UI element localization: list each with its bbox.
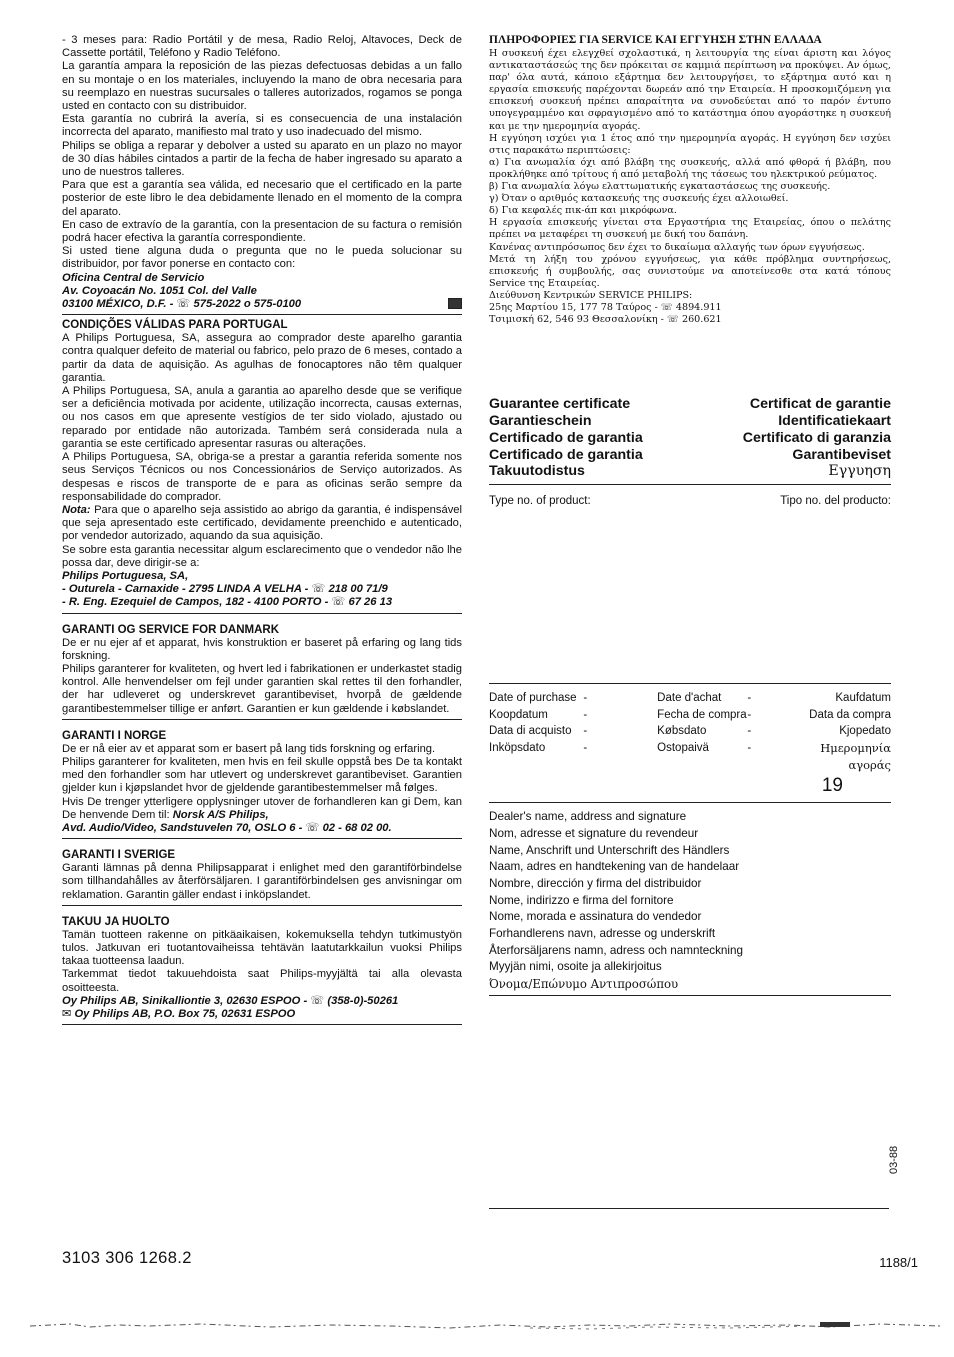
paragraph: Se sobre esta garantia necessitar algum esclarecimento que o vendedor não lhe possa dar, deve dirigir-se a:	[62, 543, 462, 569]
dealer-label: Nom, adresse et signature du revendeur	[489, 826, 699, 840]
date-label: Fecha de compra	[657, 708, 747, 721]
side-code: 03-88	[888, 1145, 900, 1174]
danmark-section	[62, 624, 462, 720]
certificate-title: Certificado de garantia	[489, 429, 643, 446]
purchase-date-field[interactable]	[489, 690, 891, 773]
paragraph: Garanti lämnas på denna Philipsapparat i enlighet med den garantiförbindelse som tillhandahålles av återförsäljaren. I garantiförbindelsen ges anvisningar om reklamation. Garantin gäller endast i inköpslandet.	[62, 862, 462, 901]
paragraph: A Philips Portuguesa, SA, obriga-se a prestar a garantia referida somente nos seus Serviços Técnicos ou nos Concessionários de Serviço autorizados. As despesas e riscos de transporte de e para as oficinas serão sempre da responsabilidade do comprador.	[62, 451, 462, 503]
certificate-title: Guarantee certificate	[489, 396, 631, 413]
paragraph: Η συσκευή έχει ελεγχθεί σχολαστικά, η λειτουργία της είναι άριστη και λόγος αντικαταστάσεώς της δεν πρόκειται σε καμμιά περίπτωση να προκύψει. Αν όμως, παρ' όλα αυτά, κάποιο εξάρτημα δεν λειτουργήσει, το εξάρτημα αυτό και η εργασία επισκευής παρέχονται δωρεάν από την Εταιρεία. Η προσκομιζόμενη για επισκευή συσκευή πρέπει απαραίτητα να συνοδεύεται από το παρόν έντυπο υπογεγραμμένο και σφραγισμένο από το κατάστημα όπου αγοράστηκε η συσκευή και με την ημερομηνία αγοράς.	[489, 48, 891, 132]
address-line: - R. Eng. Ezequiel de Campos, 182 - 4100 PORTO - ☏ 67 26 13	[62, 596, 393, 609]
dealer-label: Forhandlerens navn, adresse og underskrift	[489, 927, 716, 941]
section-heading: TAKUU JA HUOLTO	[62, 915, 170, 928]
paragraph	[62, 796, 462, 822]
divider	[62, 719, 462, 720]
address-line: Oficina Central de Servicio	[62, 271, 205, 284]
separator: -	[747, 725, 752, 738]
divider	[62, 1024, 462, 1025]
paragraph: Κανένας αντιπρόσωπος δεν έχει το δικαίωμα αλλαγής των όρων εγγυήσεως.	[489, 241, 865, 253]
separator: -	[583, 708, 588, 721]
dealer-label: Όνομα/Επώνυμο Αντιπροσώπου	[489, 976, 891, 996]
product-type-field[interactable]	[489, 495, 891, 507]
separator: -	[747, 741, 752, 754]
signature-line[interactable]	[489, 1208, 889, 1209]
paragraph: Philips garanterer for kvaliteten, men hvis en feil skulle oppstå bes De ta kontakt med den forhandler som har utlevert og underskrevet garantibeviset. Garantien gjelder kun i kjøpslandet hvor de gjeldende garantibestemmelser må følges.	[62, 755, 462, 795]
left-column	[62, 34, 462, 1025]
product-type-blank[interactable]	[489, 507, 891, 684]
scan-edge-artifact	[30, 1316, 940, 1336]
section-heading: CONDIÇÕES VÁLIDAS PARA PORTUGAL	[62, 319, 288, 332]
paragraph: A Philips Portuguesa, SA, anula a garantia ao aparelho desde que se verifique ser a deficiência motivada por acidente, utilização incorrecta, causas externas, ou nos casos em que apresente vestígios de ter sido violado, ajustado ou reparado por entidade não autorizada. Também será considerada nula a garantia se este certificado apresentar rasuras ou alterações.	[62, 385, 462, 450]
divider	[62, 314, 462, 315]
portugal-section	[62, 319, 462, 613]
date-label: Inköpsdato	[489, 741, 546, 754]
paragraph-text: Hvis De trenger ytterligere opplysninger utover de forhandleren kan gi Dem, kan De henvende Dem til:	[62, 795, 462, 821]
paragraph: - 3 meses para: Radio Portátil y de mesa, Radio Reloj, Altavoces, Deck de Cassette portátil, Teléfono y Radio Teléfono.	[62, 34, 462, 60]
norge-section	[62, 730, 462, 839]
certificate-title: Certificato di garanzia	[742, 429, 891, 446]
contact-name: Norsk A/S Philips,	[169, 808, 269, 821]
product-type-label-es: Tipo no. del producto:	[780, 495, 891, 508]
paragraph: Esta garantía no cubrirá la avería, si es consecuencia de una instalación incorrecta del aparato, manifiesto mal trato y uso inadecuado del mismo.	[62, 113, 462, 139]
paragraph: Philips se obliga a reparar y debolver a usted su aparato en un plazo no mayor de 30 días hábiles cintados a partir de la fecha de haber ingresado su aparato a uno de nuestros talleres.	[62, 139, 462, 179]
paragraph: De er nu ejer af et apparat, hvis konstruktion er baseret på erfaring og lang tids forskning.	[62, 636, 462, 662]
divider	[62, 613, 462, 614]
paragraph: En caso de extravío de la garantía, con la presentacion de su factura o remisión podrá hacer efectiva la garantía correspondiente.	[62, 218, 462, 245]
paragraph: β) Για ανωμαλία λόγω ελαττωματικής εγκαταστάσεως της συσκευής.	[489, 181, 831, 193]
date-label: Data da compra	[809, 708, 891, 721]
paragraph: Διεύθυνση Κεντρικών SERVICE PHILIPS:	[489, 289, 693, 301]
dealer-label: Naam, adres en handtekening van de handelaar	[489, 860, 740, 874]
certificate-title: Εγγυηση	[828, 463, 891, 480]
mexico-section	[62, 34, 462, 315]
paragraph: Si usted tiene alguna duda o pregunta que no le pueda solucionar su distribuidor, por favor ponerse en contacto con:	[62, 245, 462, 271]
dealer-label: Nome, morada e assinatura do vendedor	[489, 910, 702, 924]
dealer-label: Myyjän nimi, osoite ja allekirjoitus	[489, 960, 662, 974]
certificate-title: Garantieschein	[489, 412, 592, 429]
dealer-label: Nombre, dirección y firma del distribuidor	[489, 876, 702, 890]
right-column	[489, 34, 891, 996]
paragraph: Tamän tuotteen rakenne on pitkäaikaisen, kokemuksella tehdyn tutkimustyön tulos. Jatkuvan eri tuotantovaiheissa tehtävän laatutarkkailun vuoksi Philips takaa tuotteensa laadun.	[62, 928, 462, 968]
certificate-titles	[489, 396, 891, 480]
note-label: Nota:	[62, 503, 91, 516]
paragraph: Η εγγύηση ισχύει για 1 έτος από την ημερομηνία αγοράς. Η εγγύηση δεν ισχύει στις παρακάτω περιπτώσεις:	[489, 132, 891, 156]
paragraph: Philips garanterer for kvaliteten, og hvert led i fabrikationen er underkastet stadig kontrol. Alle henvendelser om fejl under garantien skal rettes til den forhandler, der har udleveret og underskrevet garantibeviset, hvorpå de gældende garantibestemmelser tillige er anført. Garantien er kun gældende i købslandet.	[62, 662, 462, 715]
date-label-row	[489, 740, 891, 773]
certificate-title: Identificatiekaart	[778, 412, 891, 429]
paragraph: Μετά τη λήξη του χρόνου εγγυήσεως, για κάθε πρόβλημα συντηρήσεως, επισκευής ή συμβουλής, σας συνιστούμε να αποτείνεσθε στα κατά τόπους Service της Εταιρείας.	[489, 253, 891, 289]
certificate-title: Takuutodistus	[489, 463, 585, 480]
paragraph: δ) Για κεφαλές πικ-άπ και μικρόφωνα.	[489, 205, 677, 217]
dealer-label: Nome, indirizzo e firma del fornitore	[489, 893, 674, 907]
paragraph: α) Για ανωμαλία όχι από βλάβη της συσκευής, αλλά από φθορά ή βλάβη, που προκλήθηκε από τρίτους ή από μεταβολή της τάσεως του ηλεκτρικού ρεύματος.	[489, 156, 891, 180]
address-text: 03100 MÉXICO, D.F. - ☏ 575-2022 o 575-0100	[62, 298, 302, 311]
paragraph: 25ης Μαρτίου 15, 177 78 Ταύρος - ☏ 4894.911	[489, 301, 722, 313]
paragraph: Τσιμισκή 62, 546 93 Θεσσαλονίκη - ☏ 260.621	[489, 314, 722, 326]
dealer-label: Återforsäljarens namn, adress och namnteckning	[489, 943, 744, 957]
date-label: Date d'achat	[657, 692, 722, 705]
section-heading: GARANTI OG SERVICE FOR DANMARK	[62, 623, 280, 636]
certificate-header	[489, 396, 891, 485]
section-heading: GARANTI I SVERIGE	[62, 849, 176, 862]
address-line: ✉ Oy Philips AB, P.O. Box 75, 02631 ESPOO	[62, 1008, 296, 1020]
paragraph: γ) Όταν ο αριθμός κατασκευής της συσκευής έχει αλλοιωθεί.	[489, 193, 789, 205]
date-label-row	[489, 723, 891, 740]
divider	[62, 905, 462, 906]
part-number: 3103 306 1268.2	[62, 1249, 192, 1267]
paragraph: A Philips Portuguesa, SA, assegura ao comprador deste aparelho garantia contra qualquer defeito de material ou fabrico, pelo prazo de 6 meses, contado a partir da data de aquisição. As agulhas de fonocaptores não têm qualquer garantia.	[62, 332, 462, 384]
section-heading: ΠΛΗΡΟΦΟΡΙΕΣ ΓΙΑ SERVICE ΚΑΙ ΕΓΓΥΗΣΗ ΣΤΗΝ ΕΛΛΑΔΑ	[489, 34, 822, 46]
certificate-title: Garantibeviset	[792, 446, 891, 463]
date-label: Koopdatum	[489, 708, 548, 721]
date-label: Kaufdatum	[835, 692, 891, 705]
separator: -	[583, 692, 588, 705]
certificate-titles-right	[743, 396, 891, 480]
address-line: Philips Portuguesa, SA,	[62, 569, 189, 582]
dealer-label: Dealer's name, address and signature	[489, 810, 687, 824]
separator: -	[747, 692, 752, 705]
date-label: Ημερομηνία αγοράς	[820, 740, 891, 772]
date-label: Data di acquisto	[489, 725, 572, 738]
date-label-row	[489, 690, 891, 707]
logo-mark-icon	[448, 298, 462, 309]
date-label: Κjopedato	[839, 725, 891, 738]
paragraph: Para que est a garantía sea válida, ed necesario que el certificado en la parte posterior de este libro le dea debidamente llenado en el momento de la compra del aparato.	[62, 179, 462, 218]
dealer-label: Name, Anschrift und Unterschrift des Händlers	[489, 843, 730, 857]
section-heading: GARANTI I NORGE	[62, 729, 167, 742]
page-number: 19	[821, 775, 843, 797]
divider	[62, 838, 462, 839]
document-number: 1188/1	[879, 1255, 918, 1270]
address-line: Av. Coyoacán No. 1051 Col. del Valle	[62, 284, 257, 297]
paragraph: De er nå eier av et apparat som er basert på lang tids forskning og erfaring.	[62, 742, 436, 755]
certificate-title: Certificado de garantia	[489, 446, 643, 463]
separator: -	[583, 725, 588, 738]
greek-section	[489, 34, 891, 326]
paragraph: Η εργασία επισκευής γίνεται στα Εργαστήρια της Εταιρείας, όπου ο πελάτης πρέπει να μεταφέρει τη συσκευή με δική του δαπάνη.	[489, 217, 891, 241]
date-label: Købsdato	[657, 725, 707, 738]
date-label: Ostopaivä	[657, 741, 709, 754]
separator: -	[747, 708, 752, 721]
address-line: - Outurela - Carnaxide - 2795 LINDA A VELHA - ☏ 218 00 71/9	[62, 583, 388, 596]
date-label-row	[489, 707, 891, 724]
certificate-titles-left	[489, 396, 643, 480]
separator: -	[583, 741, 588, 754]
note-text: Para que o aparelho seja assistido ao abrigo da garantia, é indispensável que seja apresentado este certificado, devidamente preenchido e autenticado, por vendedor autorizado, aquando da sua aquisição.	[62, 503, 462, 543]
paragraph	[62, 504, 462, 544]
suomi-section	[62, 916, 462, 1025]
paragraph: La garantía ampara la reposición de las piezas defectuosas debidas a un fallo en su montaje o en los materiales, incluyendo la mano de obra necesaria para su reemplazo en nuestras sucursales o talleres autorizados, rogamos se ponga usted en contacto con su distribuidor.	[62, 60, 462, 113]
address-line	[62, 298, 462, 311]
address-line: Oy Philips AB, Sinikalliontie 3, 02630 ESPOO - ☏ (358-0)-50261	[62, 994, 399, 1007]
certificate-title: Certificat de garantie	[749, 396, 891, 413]
sverige-section	[62, 849, 462, 906]
address-line: Avd. Audio/Video, Sandstuvelen 70, OSLO 6 - ☏ 02 - 68 02 00.	[62, 821, 392, 834]
paragraph: Tarkemmat tiedot takuuehdoista saat Philips-myyjältä tai alla olevasta osoitteesta.	[62, 968, 462, 994]
product-type-label: Type no. of product:	[489, 495, 591, 508]
dealer-field[interactable]	[489, 802, 891, 996]
date-label: Date of purchase	[489, 692, 577, 705]
